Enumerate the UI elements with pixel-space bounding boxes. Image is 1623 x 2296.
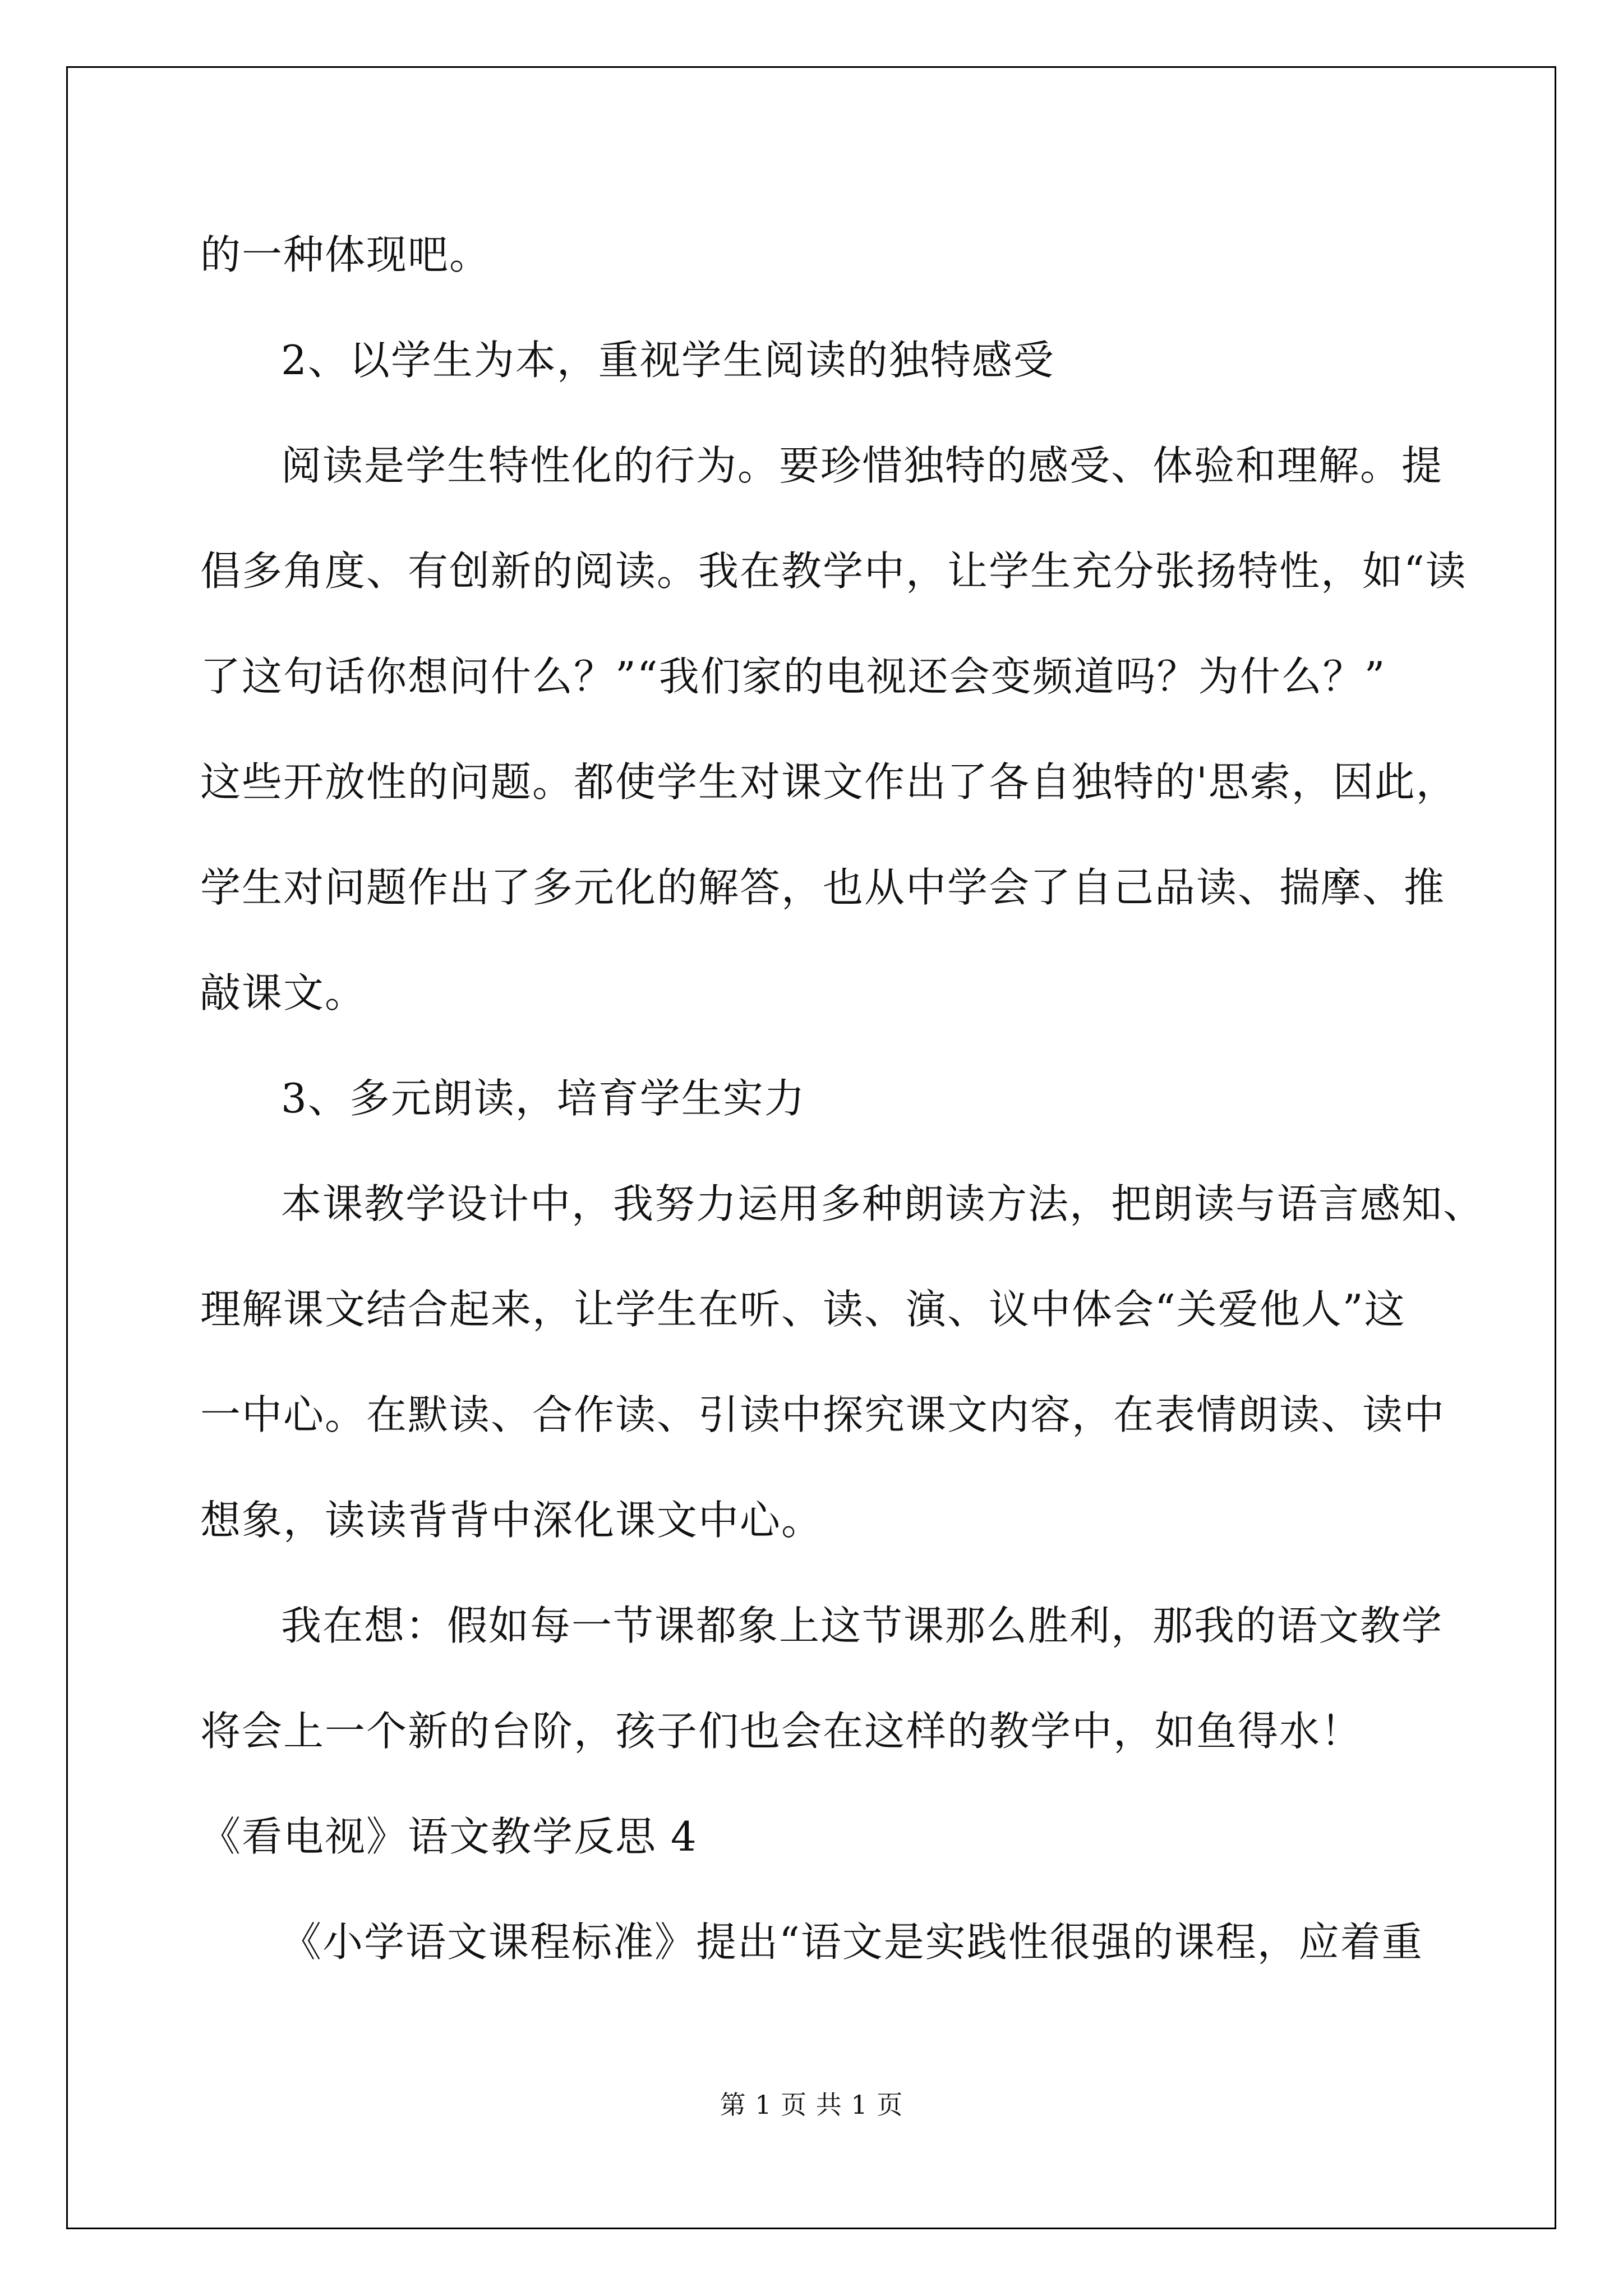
- paragraph-line: 想象，读读背背中深化课文中心。: [200, 1497, 823, 1544]
- paragraph-line: 倡多角度、有创新的阅读。我在教学中，让学生充分张扬特性，如“读: [200, 547, 1467, 595]
- paragraph-line: 学生对问题作出了多元化的解答，也从中学会了自己品读、揣摩、推: [200, 864, 1446, 911]
- section-heading: 3、多元朗读，培育学生实力: [281, 1075, 806, 1122]
- paragraph-line: 一中心。在默读、合作读、引读中探究课文内容，在表情朗读、读中: [200, 1391, 1446, 1438]
- article-title: 《看电视》语文教学反思 4: [200, 1813, 698, 1860]
- section-heading: 2、以学生为本，重视学生阅读的独特感受: [281, 337, 1055, 384]
- paragraph-line: 《小学语文课程标准》提出“语文是实践性很强的课程，应着重: [281, 1918, 1423, 1966]
- paragraph-line: 理解课文结合起来，让学生在听、读、演、议中体会“关爱他人”这: [200, 1286, 1406, 1333]
- paragraph-line: 了这句话你想问什么？”“我们家的电视还会变频道吗？为什么？”: [200, 653, 1386, 700]
- paragraph-line: 的一种体现吧。: [200, 231, 491, 278]
- paragraph-line: 将会上一个新的台阶，孩子们也会在这样的教学中，如鱼得水！: [200, 1708, 1363, 1755]
- document-body: [200, 202, 1485, 1995]
- paragraph-line: 敲课文。: [200, 969, 367, 1016]
- page-number-footer: 第 1 页 共 1 页: [720, 2090, 903, 2120]
- paragraph-line: 我在想：假如每一节课都象上这节课那么胜利，那我的语文教学: [281, 1602, 1444, 1649]
- paragraph-line: 这些开放性的问题。都使学生对课文作出了各自独特的'思索，因此，: [200, 758, 1458, 806]
- paragraph-line: 阅读是学生特性化的行为。要珍惜独特的感受、体验和理解。提: [281, 442, 1444, 489]
- paragraph-line: 本课教学设计中，我努力运用多种朗读方法，把朗读与语言感知、: [281, 1180, 1485, 1227]
